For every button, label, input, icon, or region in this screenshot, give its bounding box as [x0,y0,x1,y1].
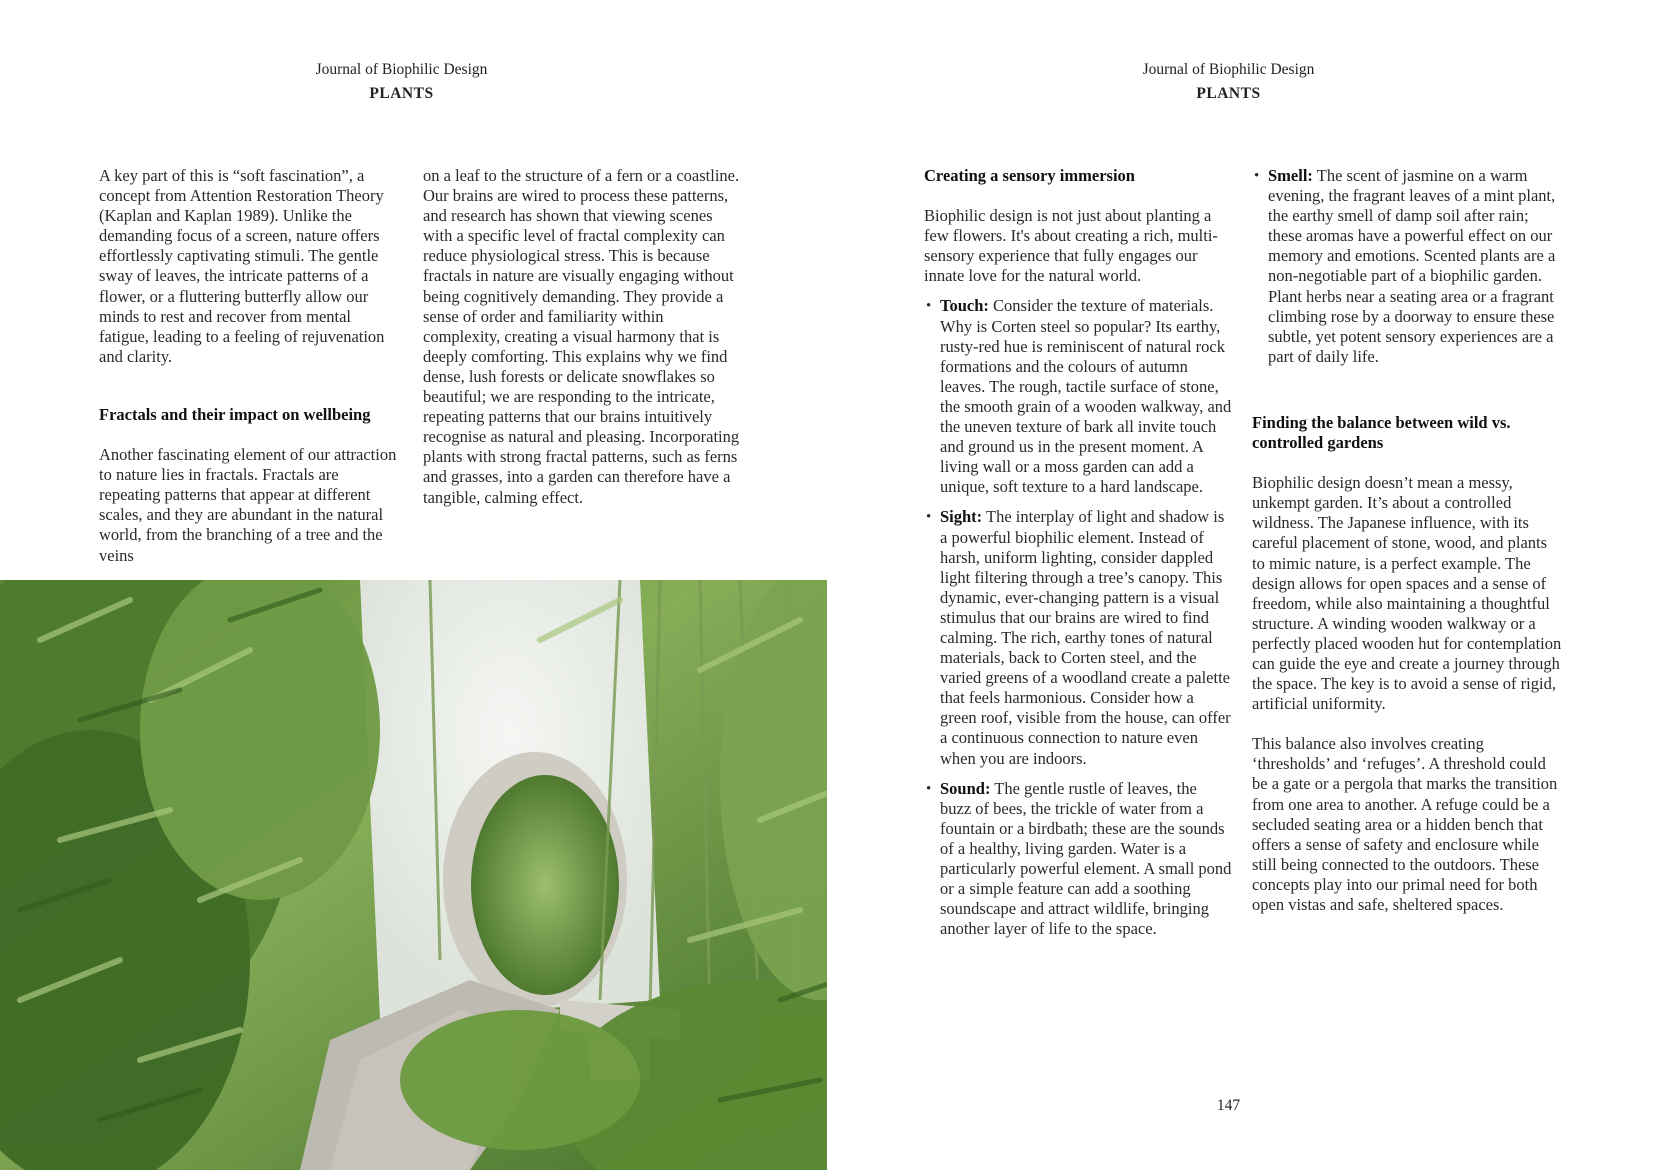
bullet-text: The scent of jasmine on a warm evening, the fragrant leaves of a mint plant, the earthy smell of damp soil after rain; these aromas have a powerful effect on our memory and emotions. Scented plants are a non-negotiable part of a biophilic garden. Plant herbs near a seating area or a fragrant climbing rose by a doorway to ensure these subtle, yet potent sensory experiences are a part of daily life. [1268,166,1556,366]
right-column-2 [1252,166,1562,935]
right-page [827,0,1654,1170]
bullet-label: Touch: [940,296,989,316]
list-item-touch [924,296,1232,497]
subheading: Finding the balance between wild vs. controlled gardens [1252,412,1511,453]
journal-title: Journal of Biophilic Design [315,61,488,78]
section-title: PLANTS [1196,85,1261,102]
list-item-sound [924,779,1232,940]
bullet-text: The gentle rustle of leaves, the buzz of bees, the trickle of water from a fountain or a birdbath; these are the sounds of a healthy, living garden. Water is a particularly powerful element. A small pond or a simple feature can add a soothing soundscape and attract wildlife, bringing another layer of life to the space. [940,778,1232,939]
bullet-label: Sight: [940,507,983,527]
bamboo-moon-gate-image [0,580,887,1170]
bullet-label: Sound: [940,778,991,798]
left-column-1 [99,166,399,586]
bullet-text: Consider the texture of materials. Why is Corten steel so popular? Its earthy, rusty-red hue is reminiscent of natural rock formations and the colours of autumn leaves. The rough, tactile surface of stone, the smooth grain of a wooden walkway, and the uneven texture of bark all invite touch and ground us in the present moment. A living wall or a moss garden can add a unique, soft texture to a hard landscape. [940,296,1232,497]
paragraph: Another fascinating element of our attraction to nature lies in fractals. Fractals are repeating patterns that appear at different scales, and they are abundant in the natural world, from the branching of a tree and the veins [99,445,397,565]
left-running-header [0,60,815,104]
paragraph: Biophilic design doesn’t mean a messy, unkempt garden. It’s about a controlled wildness. The Japanese influence, with its careful placement of stone, wood, and plants to mimic nature, is a perfect example. The design allows for open spaces and a sense of freedom, while also maintaining a thoughtful structure. A winding wooden walkway or a perfectly placed wooden hut for contemplation can guide the eye and create a journey through the space. The key is to avoid a sense of rigid, artificial uniformity. [1252,473,1562,714]
right-column-1 [924,166,1232,949]
left-column-2 [423,166,741,528]
subheading: Creating a sensory immersion [924,166,1135,185]
list-item-sight [924,507,1232,768]
subheading: Fractals and their impact on wellbeing [99,404,371,424]
sensory-list-continued [1252,166,1562,367]
bullet-label: Smell: [1268,166,1313,185]
sensory-list [924,296,1232,939]
paragraph: Biophilic design is not just about planting a few flowers. It's about creating a rich, multi-sensory experience that fully engages our innate love for the natural world. [924,206,1218,286]
list-item-smell [1252,166,1562,367]
section-title: PLANTS [369,85,434,102]
paragraph: This balance also involves creating ‘thresholds’ and ‘refuges’. A threshold could be a gate or a pergola that marks the transition from one area to another. A refuge could be a secluded seating area or a hidden bench that offers a sense of safety and enclosure while still being connected to the outdoors. These concepts play into our primal need for both open vistas and safe, sheltered spaces. [1252,734,1558,914]
right-running-header [815,60,1642,104]
garden-photo [0,580,887,1170]
page-number: 147 [1216,1097,1241,1114]
paragraph: on a leaf to the structure of a fern or a coastline. Our brains are wired to process these patterns, and research has shown that viewing scenes with a specific level of fractal complexity can reduce physiological stress. This is because fractals in nature are visually engaging without being cognitively demanding. They provide a sense of order and familiarity within complexity, creating a visual harmony that is deeply comforting. This explains why we find dense, lush forests or delicate snowflakes so beautiful; we are responding to the intricate, repeating patterns that our brains intuitively recognise as natural and pleasing. Incorporating plants with strong fractal patterns, such as ferns and grasses, into a garden can therefore have a tangible, calming effect. [423,166,740,507]
bullet-text: The interplay of light and shadow is a powerful biophilic element. Instead of harsh, uniform lighting, consider dappled light filtering through a tree’s canopy. This dynamic, ever-changing pattern is a visual stimulus that our brains are wired to find calming. The rich, earthy tones of natural materials, back to Corten steel, and the varied greens of a woodland create a palette that feels harmonious. Consider how a green roof, visible from the house, can offer a continuous connection to nature even when you are indoors. [940,507,1231,768]
journal-title: Journal of Biophilic Design [1142,61,1315,78]
paragraph: A key part of this is “soft fascination”, a concept from Attention Restoration Theory (Kaplan and Kaplan 1989). Unlike the demanding focus of a screen, nature offers effortlessly captivating stimuli. The gentle sway of leaves, the intricate patterns of a flower, or a fluttering butterfly allow our minds to rest and recover from mental fatigue, leading to a feeling of rejuvenation and clarity. [99,166,385,366]
